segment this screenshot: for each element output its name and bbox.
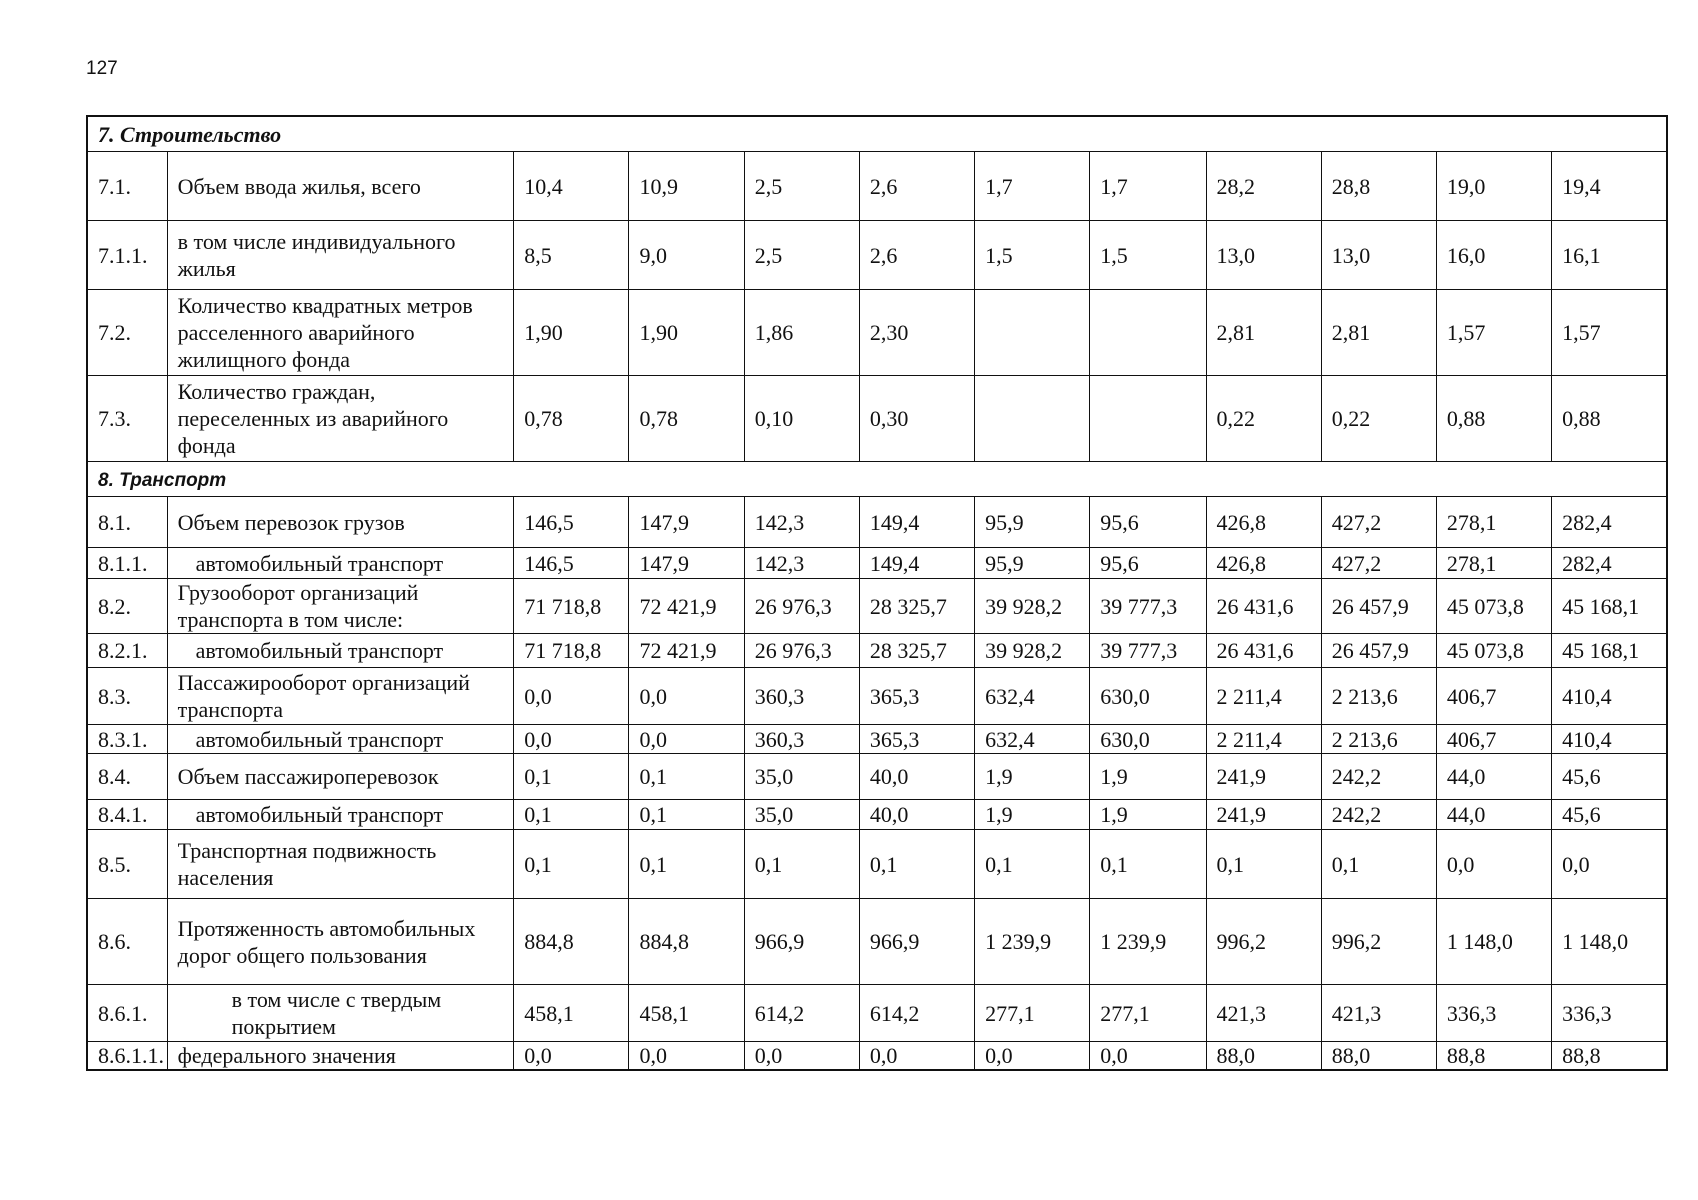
table-row xyxy=(87,830,1667,899)
value-cell: 1,7 xyxy=(975,152,1090,221)
value-cell: 44,0 xyxy=(1436,754,1551,800)
row-indicator-name: в том числе индивидуального жилья xyxy=(167,221,514,290)
row-indicator-name: Количество граждан, переселенных из аварийного фонда xyxy=(167,376,514,462)
row-code: 8.2.1. xyxy=(87,634,167,668)
value-cell: 421,3 xyxy=(1206,985,1321,1042)
value-cell: 632,4 xyxy=(975,668,1090,725)
table-row xyxy=(87,985,1667,1042)
table-row xyxy=(87,290,1667,376)
value-cell: 2 213,6 xyxy=(1321,668,1436,725)
value-cell: 39 928,2 xyxy=(975,634,1090,668)
value-cell: 458,1 xyxy=(514,985,629,1042)
value-cell: 0,88 xyxy=(1552,376,1667,462)
value-cell: 1,5 xyxy=(1090,221,1206,290)
value-cell: 241,9 xyxy=(1206,800,1321,830)
value-cell: 0,0 xyxy=(1090,1042,1206,1071)
value-cell: 410,4 xyxy=(1552,668,1667,725)
section-header-row xyxy=(87,462,1667,497)
value-cell: 1,9 xyxy=(1090,800,1206,830)
value-cell: 427,2 xyxy=(1321,548,1436,579)
value-cell: 406,7 xyxy=(1436,668,1551,725)
value-cell: 0,1 xyxy=(629,754,744,800)
row-code: 8.3.1. xyxy=(87,725,167,754)
value-cell: 406,7 xyxy=(1436,725,1551,754)
value-cell: 1,57 xyxy=(1436,290,1551,376)
value-cell: 0,1 xyxy=(744,830,859,899)
value-cell xyxy=(975,376,1090,462)
value-cell: 0,10 xyxy=(744,376,859,462)
row-indicator-name: Протяженность автомобильных дорог общего пользования xyxy=(167,899,514,985)
value-cell: 2,30 xyxy=(859,290,974,376)
value-cell: 71 718,8 xyxy=(514,634,629,668)
value-cell: 71 718,8 xyxy=(514,579,629,634)
value-cell: 2,5 xyxy=(744,221,859,290)
value-cell: 147,9 xyxy=(629,548,744,579)
value-cell: 142,3 xyxy=(744,548,859,579)
value-cell: 0,0 xyxy=(514,668,629,725)
table-row xyxy=(87,668,1667,725)
value-cell: 95,9 xyxy=(975,497,1090,548)
value-cell: 88,0 xyxy=(1321,1042,1436,1071)
value-cell: 242,2 xyxy=(1321,754,1436,800)
value-cell: 72 421,9 xyxy=(629,579,744,634)
value-cell: 28 325,7 xyxy=(859,579,974,634)
row-indicator-name: Транспортная подвижность населения xyxy=(167,830,514,899)
row-indicator-name: Объем пассажироперевозок xyxy=(167,754,514,800)
row-code: 8.5. xyxy=(87,830,167,899)
value-cell: 19,0 xyxy=(1436,152,1551,221)
value-cell: 9,0 xyxy=(629,221,744,290)
table-row xyxy=(87,497,1667,548)
value-cell: 26 976,3 xyxy=(744,579,859,634)
row-code: 8.6.1.1. xyxy=(87,1042,167,1071)
value-cell: 0,1 xyxy=(514,800,629,830)
row-indicator-name: автомобильный транспорт xyxy=(167,725,514,754)
value-cell: 0,30 xyxy=(859,376,974,462)
value-cell: 0,1 xyxy=(975,830,1090,899)
value-cell: 282,4 xyxy=(1552,548,1667,579)
value-cell: 0,0 xyxy=(1552,830,1667,899)
value-cell: 0,1 xyxy=(514,830,629,899)
value-cell: 45 073,8 xyxy=(1436,634,1551,668)
value-cell: 0,1 xyxy=(514,754,629,800)
value-cell: 0,0 xyxy=(629,725,744,754)
value-cell: 1,86 xyxy=(744,290,859,376)
row-code: 8.1. xyxy=(87,497,167,548)
table-row xyxy=(87,376,1667,462)
row-indicator-name: автомобильный транспорт xyxy=(167,634,514,668)
row-indicator-name: Объем ввода жилья, всего xyxy=(167,152,514,221)
value-cell: 614,2 xyxy=(859,985,974,1042)
value-cell: 336,3 xyxy=(1436,985,1551,1042)
value-cell: 0,0 xyxy=(1436,830,1551,899)
row-code: 8.3. xyxy=(87,668,167,725)
value-cell: 2,6 xyxy=(859,221,974,290)
table-row xyxy=(87,634,1667,668)
value-cell: 72 421,9 xyxy=(629,634,744,668)
value-cell: 365,3 xyxy=(859,725,974,754)
table-row xyxy=(87,800,1667,830)
table-row xyxy=(87,725,1667,754)
value-cell: 16,0 xyxy=(1436,221,1551,290)
value-cell: 0,0 xyxy=(744,1042,859,1071)
row-code: 8.1.1. xyxy=(87,548,167,579)
row-code: 7.1. xyxy=(87,152,167,221)
value-cell: 44,0 xyxy=(1436,800,1551,830)
value-cell: 26 976,3 xyxy=(744,634,859,668)
section-title-cell xyxy=(87,462,1667,497)
row-indicator-name: Объем перевозок грузов xyxy=(167,497,514,548)
value-cell: 1,90 xyxy=(629,290,744,376)
value-cell: 1,9 xyxy=(975,800,1090,830)
value-cell: 95,9 xyxy=(975,548,1090,579)
value-cell: 10,4 xyxy=(514,152,629,221)
value-cell xyxy=(1090,290,1206,376)
value-cell: 0,78 xyxy=(514,376,629,462)
value-cell: 241,9 xyxy=(1206,754,1321,800)
value-cell: 0,1 xyxy=(1090,830,1206,899)
value-cell: 0,0 xyxy=(629,668,744,725)
value-cell: 0,1 xyxy=(1321,830,1436,899)
value-cell: 277,1 xyxy=(975,985,1090,1042)
value-cell: 26 431,6 xyxy=(1206,579,1321,634)
value-cell: 26 457,9 xyxy=(1321,579,1436,634)
value-cell: 26 431,6 xyxy=(1206,634,1321,668)
value-cell: 277,1 xyxy=(1090,985,1206,1042)
table-row xyxy=(87,899,1667,985)
row-code: 8.6. xyxy=(87,899,167,985)
value-cell: 1,5 xyxy=(975,221,1090,290)
value-cell: 142,3 xyxy=(744,497,859,548)
row-indicator-name: в том числе с твердым покрытием xyxy=(167,985,514,1042)
section-title: 8. Транспорт xyxy=(98,469,227,491)
row-code: 8.4. xyxy=(87,754,167,800)
table-row xyxy=(87,152,1667,221)
row-indicator-name: Количество квадратных метров расселенного аварийного жилищного фонда xyxy=(167,290,514,376)
value-cell: 966,9 xyxy=(859,899,974,985)
indicators-table xyxy=(86,115,1668,1071)
section-title-cell xyxy=(87,116,1667,152)
value-cell: 19,4 xyxy=(1552,152,1667,221)
row-code: 8.2. xyxy=(87,579,167,634)
value-cell: 2,6 xyxy=(859,152,974,221)
table-row xyxy=(87,548,1667,579)
value-cell: 88,8 xyxy=(1552,1042,1667,1071)
table-row xyxy=(87,221,1667,290)
row-indicator-name: Пассажирооборот организаций транспорта xyxy=(167,668,514,725)
row-code: 8.4.1. xyxy=(87,800,167,830)
value-cell: 2,81 xyxy=(1206,290,1321,376)
row-indicator-name: автомобильный транспорт xyxy=(167,800,514,830)
row-code: 8.6.1. xyxy=(87,985,167,1042)
value-cell: 336,3 xyxy=(1552,985,1667,1042)
value-cell: 360,3 xyxy=(744,668,859,725)
value-cell: 45 168,1 xyxy=(1552,579,1667,634)
value-cell: 282,4 xyxy=(1552,497,1667,548)
value-cell: 1 239,9 xyxy=(975,899,1090,985)
value-cell: 0,1 xyxy=(629,830,744,899)
value-cell: 365,3 xyxy=(859,668,974,725)
value-cell: 426,8 xyxy=(1206,548,1321,579)
value-cell: 1,57 xyxy=(1552,290,1667,376)
value-cell: 630,0 xyxy=(1090,668,1206,725)
value-cell: 45,6 xyxy=(1552,754,1667,800)
table-row xyxy=(87,754,1667,800)
value-cell: 0,22 xyxy=(1206,376,1321,462)
value-cell: 0,0 xyxy=(514,725,629,754)
table-row xyxy=(87,1042,1667,1071)
value-cell: 0,1 xyxy=(1206,830,1321,899)
value-cell: 28,2 xyxy=(1206,152,1321,221)
value-cell: 146,5 xyxy=(514,497,629,548)
value-cell: 13,0 xyxy=(1321,221,1436,290)
value-cell: 10,9 xyxy=(629,152,744,221)
value-cell: 1 239,9 xyxy=(1090,899,1206,985)
value-cell: 1 148,0 xyxy=(1552,899,1667,985)
value-cell: 28 325,7 xyxy=(859,634,974,668)
value-cell: 632,4 xyxy=(975,725,1090,754)
value-cell: 884,8 xyxy=(514,899,629,985)
value-cell: 39 928,2 xyxy=(975,579,1090,634)
value-cell: 147,9 xyxy=(629,497,744,548)
value-cell: 630,0 xyxy=(1090,725,1206,754)
value-cell: 884,8 xyxy=(629,899,744,985)
value-cell xyxy=(1090,376,1206,462)
value-cell: 0,22 xyxy=(1321,376,1436,462)
value-cell: 13,0 xyxy=(1206,221,1321,290)
value-cell: 149,4 xyxy=(859,548,974,579)
value-cell: 1 148,0 xyxy=(1436,899,1551,985)
value-cell: 2 211,4 xyxy=(1206,725,1321,754)
page-number: 127 xyxy=(86,58,118,79)
value-cell: 458,1 xyxy=(629,985,744,1042)
value-cell: 2,5 xyxy=(744,152,859,221)
value-cell: 360,3 xyxy=(744,725,859,754)
section-title: 7. Строительство xyxy=(98,121,282,147)
value-cell: 0,88 xyxy=(1436,376,1551,462)
row-code: 7.3. xyxy=(87,376,167,462)
value-cell xyxy=(975,290,1090,376)
value-cell: 2,81 xyxy=(1321,290,1436,376)
value-cell: 0,1 xyxy=(859,830,974,899)
value-cell: 0,0 xyxy=(975,1042,1090,1071)
value-cell: 28,8 xyxy=(1321,152,1436,221)
value-cell: 88,8 xyxy=(1436,1042,1551,1071)
row-indicator-name: автомобильный транспорт xyxy=(167,548,514,579)
table-body xyxy=(87,116,1667,1070)
value-cell: 1,7 xyxy=(1090,152,1206,221)
value-cell: 0,78 xyxy=(629,376,744,462)
value-cell: 427,2 xyxy=(1321,497,1436,548)
value-cell: 410,4 xyxy=(1552,725,1667,754)
value-cell: 26 457,9 xyxy=(1321,634,1436,668)
value-cell: 1,9 xyxy=(975,754,1090,800)
value-cell: 242,2 xyxy=(1321,800,1436,830)
value-cell: 39 777,3 xyxy=(1090,579,1206,634)
value-cell: 45,6 xyxy=(1552,800,1667,830)
value-cell: 0,0 xyxy=(859,1042,974,1071)
value-cell: 40,0 xyxy=(859,754,974,800)
section-header-row xyxy=(87,116,1667,152)
value-cell: 1,9 xyxy=(1090,754,1206,800)
value-cell: 421,3 xyxy=(1321,985,1436,1042)
value-cell: 45 168,1 xyxy=(1552,634,1667,668)
value-cell: 278,1 xyxy=(1436,548,1551,579)
value-cell: 2 211,4 xyxy=(1206,668,1321,725)
value-cell: 39 777,3 xyxy=(1090,634,1206,668)
value-cell: 278,1 xyxy=(1436,497,1551,548)
value-cell: 1,90 xyxy=(514,290,629,376)
table-row xyxy=(87,579,1667,634)
value-cell: 996,2 xyxy=(1321,899,1436,985)
value-cell: 0,1 xyxy=(629,800,744,830)
row-code: 7.1.1. xyxy=(87,221,167,290)
value-cell: 426,8 xyxy=(1206,497,1321,548)
value-cell: 16,1 xyxy=(1552,221,1667,290)
value-cell: 996,2 xyxy=(1206,899,1321,985)
value-cell: 95,6 xyxy=(1090,548,1206,579)
value-cell: 614,2 xyxy=(744,985,859,1042)
value-cell: 149,4 xyxy=(859,497,974,548)
value-cell: 146,5 xyxy=(514,548,629,579)
value-cell: 2 213,6 xyxy=(1321,725,1436,754)
value-cell: 88,0 xyxy=(1206,1042,1321,1071)
row-code: 7.2. xyxy=(87,290,167,376)
row-indicator-name: федерального значения xyxy=(167,1042,514,1071)
value-cell: 0,0 xyxy=(629,1042,744,1071)
value-cell: 35,0 xyxy=(744,800,859,830)
row-indicator-name: Грузооборот организаций транспорта в том числе: xyxy=(167,579,514,634)
value-cell: 35,0 xyxy=(744,754,859,800)
value-cell: 0,0 xyxy=(514,1042,629,1071)
value-cell: 95,6 xyxy=(1090,497,1206,548)
value-cell: 40,0 xyxy=(859,800,974,830)
value-cell: 966,9 xyxy=(744,899,859,985)
value-cell: 8,5 xyxy=(514,221,629,290)
value-cell: 45 073,8 xyxy=(1436,579,1551,634)
